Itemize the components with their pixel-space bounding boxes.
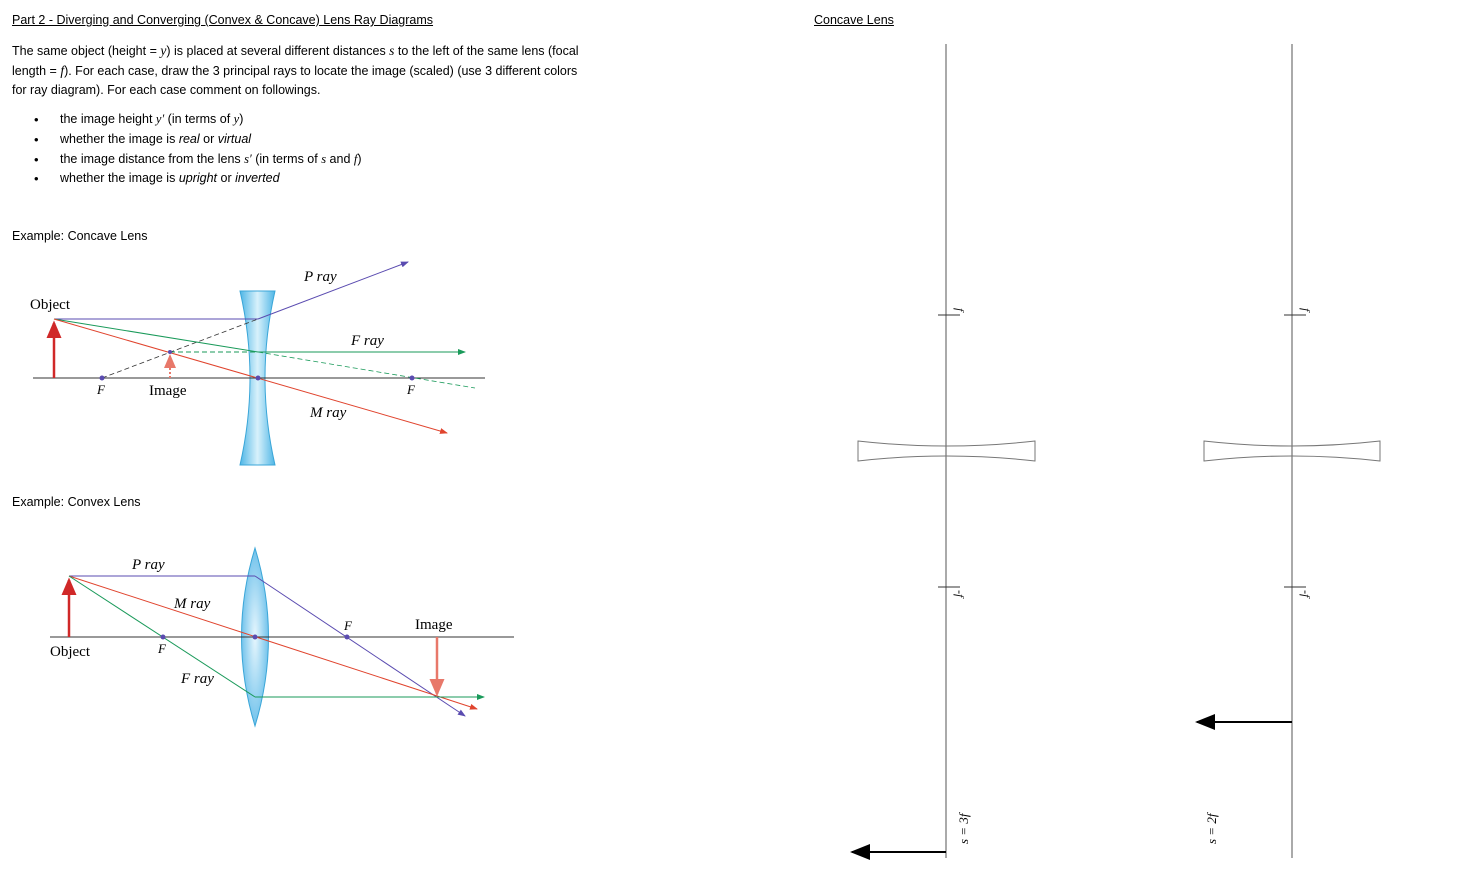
worksheet-title: Concave Lens (814, 13, 894, 27)
lens-center (256, 376, 261, 381)
focal-point-right (345, 635, 350, 640)
focal-label-bottom: -f (953, 590, 967, 598)
p-ray-label: P ray (132, 557, 165, 573)
list-item: • the image height y′ (in terms of y) (12, 110, 362, 130)
focal-point-left (161, 635, 166, 640)
focal-point-right (410, 376, 415, 381)
m-ray-label: M ray (174, 596, 211, 612)
focal-label-left: F (158, 641, 166, 656)
focal-label-top: f (1299, 308, 1313, 312)
convex-example-label: Example: Convex Lens (12, 495, 141, 509)
focal-label-left: F (97, 382, 105, 397)
f-ray-label: F ray (181, 671, 214, 687)
f-ray-label: F ray (351, 333, 384, 349)
list-item: • whether the image is upright or inverted (12, 169, 362, 189)
worksheet-diagram-3f (852, 44, 1035, 858)
lens-center (253, 635, 258, 640)
focal-label-right: F (407, 382, 415, 397)
object-distance-label: s = 2f (1204, 813, 1219, 844)
p-ray-label: P ray (304, 269, 337, 285)
f-ray (54, 319, 258, 352)
focal-label-right: F (344, 618, 352, 633)
page-title: Part 2 - Diverging and Converging (Convex & Concave) Lens Ray Diagrams (12, 13, 434, 27)
m-ray (69, 576, 477, 709)
convex-ray-diagram (50, 548, 514, 726)
image-label: Image (149, 383, 187, 399)
worksheet-diagram-2f (1197, 44, 1380, 858)
f-ray-continuation (258, 352, 475, 388)
m-ray-label: M ray (310, 405, 347, 421)
focal-point-left (100, 376, 105, 381)
list-item: • whether the image is real or virtual (12, 130, 362, 150)
ray-intersection (168, 350, 172, 354)
image-label: Image (415, 617, 453, 633)
concave-ray-diagram (30, 262, 485, 465)
focal-label-top: f (953, 308, 967, 312)
object-distance-label: s = 3f (956, 813, 971, 844)
object-label: Object (50, 644, 90, 660)
focal-label-bottom: -f (1299, 590, 1313, 598)
instructions-paragraph: The same object (height = y) is placed at several different distances s to the left of the same lens (focal length = f). For each case, draw the 3 principal rays to locate the image (scaled) (use 3 different colors for ray diagram). For each case comment on followings. (12, 43, 579, 97)
object-label: Object (30, 297, 70, 313)
concave-example-label: Example: Concave Lens (12, 229, 148, 243)
list-item: • the image distance from the lens s′ (in terms of s and f) (12, 150, 362, 170)
